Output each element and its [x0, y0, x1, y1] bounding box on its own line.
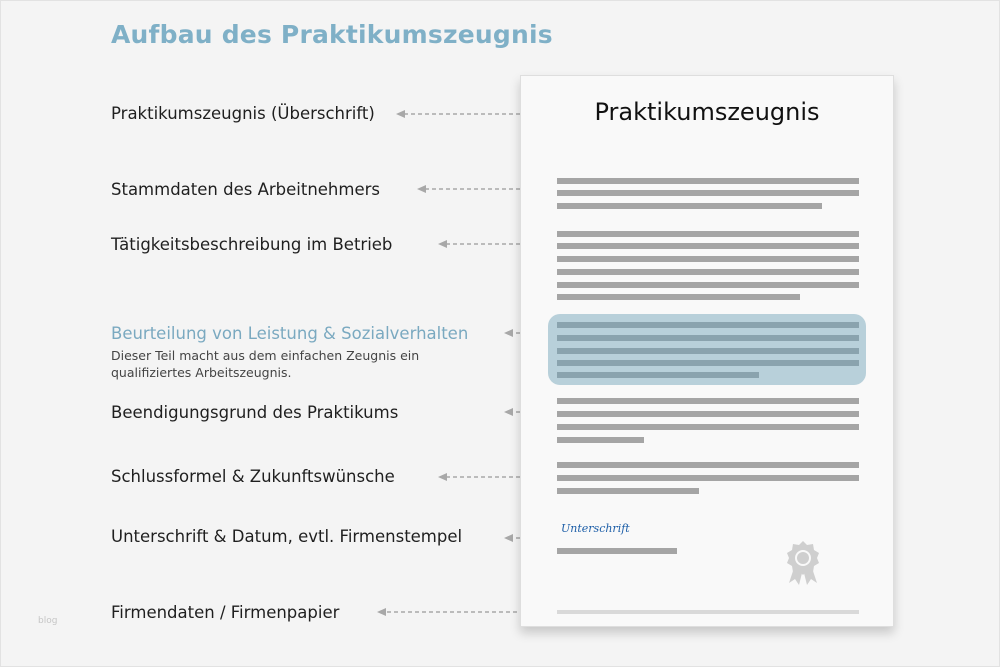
text-line [557, 231, 859, 237]
text-line-highlighted [557, 322, 859, 328]
text-line [557, 203, 822, 209]
label-heading: Praktikumszeugnis (Überschrift) [111, 104, 375, 123]
label-assessment-description: Dieser Teil macht aus dem einfachen Zeugnis ein qualifiziertes Arbeitszeugnis. [111, 348, 420, 380]
watermark: blog [38, 616, 58, 626]
text-line [557, 269, 859, 275]
label-job-description: Tätigkeitsbeschreibung im Betrieb [111, 235, 393, 254]
signature: Unterschrift [561, 522, 630, 535]
text-line [557, 282, 859, 288]
document-title: Praktikumszeugnis [594, 98, 820, 126]
label-signature-date: Unterschrift & Datum, evtl. Firmenstempel [111, 527, 463, 546]
text-line [557, 488, 699, 494]
text-line [557, 462, 859, 468]
text-line-highlighted [557, 360, 859, 366]
certificate-document [520, 75, 894, 627]
company-footer-line [557, 610, 859, 614]
text-line [557, 437, 644, 443]
text-line [557, 294, 800, 300]
label-closing-formula: Schlussformel & Zukunftswünsche [111, 467, 395, 486]
text-line [557, 190, 859, 196]
text-line-highlighted [557, 335, 859, 341]
text-line [557, 424, 859, 430]
text-line [557, 475, 859, 481]
text-line [557, 243, 859, 249]
label-assessment: Beurteilung von Leistung & Sozialverhalten [111, 324, 469, 343]
text-line [557, 411, 859, 417]
label-company-data: Firmendaten / Firmenpapier [111, 603, 340, 622]
signature-line [557, 548, 677, 554]
text-line [557, 398, 859, 404]
label-termination-reason: Beendigungsgrund des Praktikums [111, 403, 399, 422]
page-title: Aufbau des Praktikumszeugnis [111, 20, 553, 49]
label-employee-data: Stammdaten des Arbeitnehmers [111, 180, 380, 199]
text-line [557, 256, 859, 262]
text-line [557, 178, 859, 184]
award-seal-icon [783, 539, 823, 587]
text-line-highlighted [557, 372, 759, 378]
text-line-highlighted [557, 348, 859, 354]
